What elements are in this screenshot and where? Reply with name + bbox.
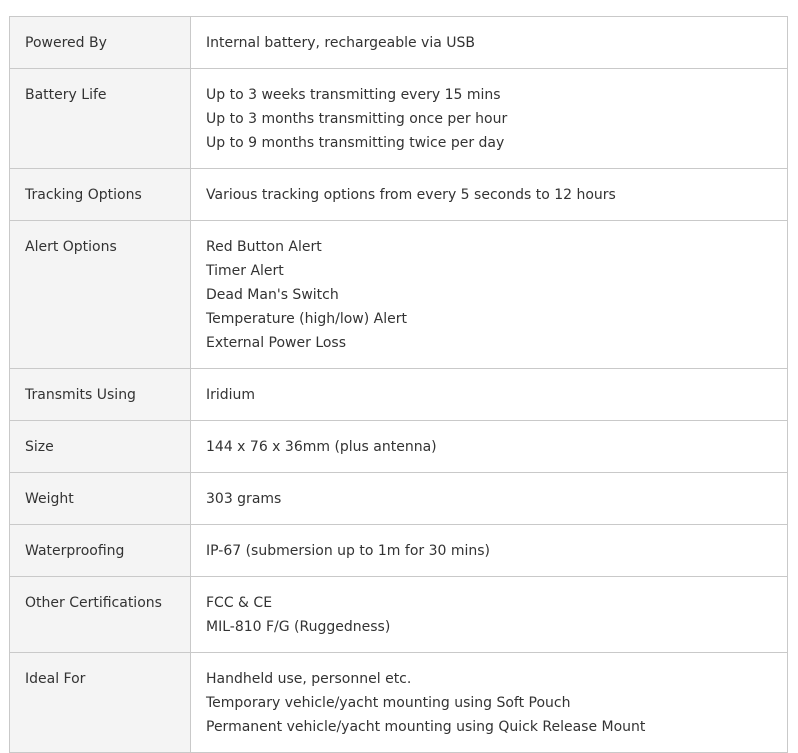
table-row bbox=[10, 17, 788, 69]
row-label: Waterproofing bbox=[10, 525, 191, 577]
value-line: MIL-810 F/G (Ruggedness) bbox=[206, 619, 391, 635]
spec-table bbox=[9, 16, 788, 753]
table-row bbox=[10, 69, 788, 169]
row-value bbox=[191, 369, 788, 421]
row-label: Battery Life bbox=[10, 69, 191, 169]
table-row bbox=[10, 577, 788, 653]
table-row bbox=[10, 369, 788, 421]
value-line: 144 x 76 x 36mm (plus antenna) bbox=[206, 439, 437, 455]
value-line: IP-67 (submersion up to 1m for 30 mins) bbox=[206, 543, 491, 559]
value-line: Temporary vehicle/yacht mounting using Soft Pouch bbox=[206, 695, 571, 711]
row-label: Ideal For bbox=[10, 653, 191, 753]
table-row bbox=[10, 421, 788, 473]
value-line: Iridium bbox=[206, 387, 256, 403]
value-line: Dead Man's Switch bbox=[206, 287, 339, 303]
row-label: Other Certifications bbox=[10, 577, 191, 653]
value-line: Up to 3 weeks transmitting every 15 mins bbox=[206, 87, 501, 103]
table-row bbox=[10, 473, 788, 525]
row-value bbox=[191, 653, 788, 753]
row-label: Powered By bbox=[10, 17, 191, 69]
value-line: 303 grams bbox=[206, 491, 282, 507]
value-line: Permanent vehicle/yacht mounting using Quick Release Mount bbox=[206, 719, 646, 735]
row-label: Tracking Options bbox=[10, 169, 191, 221]
value-line: Timer Alert bbox=[206, 263, 284, 279]
row-value bbox=[191, 69, 788, 169]
value-line: Up to 3 months transmitting once per hour bbox=[206, 111, 508, 127]
row-label: Alert Options bbox=[10, 221, 191, 369]
row-value bbox=[191, 577, 788, 653]
value-line: Handheld use, personnel etc. bbox=[206, 671, 412, 687]
row-value bbox=[191, 473, 788, 525]
row-value bbox=[191, 169, 788, 221]
value-line: FCC & CE bbox=[206, 595, 273, 611]
row-label: Weight bbox=[10, 473, 191, 525]
table-row bbox=[10, 169, 788, 221]
row-label: Size bbox=[10, 421, 191, 473]
table-row bbox=[10, 525, 788, 577]
row-label: Transmits Using bbox=[10, 369, 191, 421]
table-row bbox=[10, 653, 788, 753]
row-value bbox=[191, 17, 788, 69]
table-row bbox=[10, 221, 788, 369]
row-value bbox=[191, 221, 788, 369]
value-line: External Power Loss bbox=[206, 335, 347, 351]
value-line: Temperature (high/low) Alert bbox=[206, 311, 407, 327]
row-value bbox=[191, 525, 788, 577]
value-line: Red Button Alert bbox=[206, 239, 322, 255]
value-line: Internal battery, rechargeable via USB bbox=[206, 35, 475, 51]
value-line: Various tracking options from every 5 seconds to 12 hours bbox=[206, 187, 616, 203]
row-value bbox=[191, 421, 788, 473]
value-line: Up to 9 months transmitting twice per day bbox=[206, 135, 505, 151]
